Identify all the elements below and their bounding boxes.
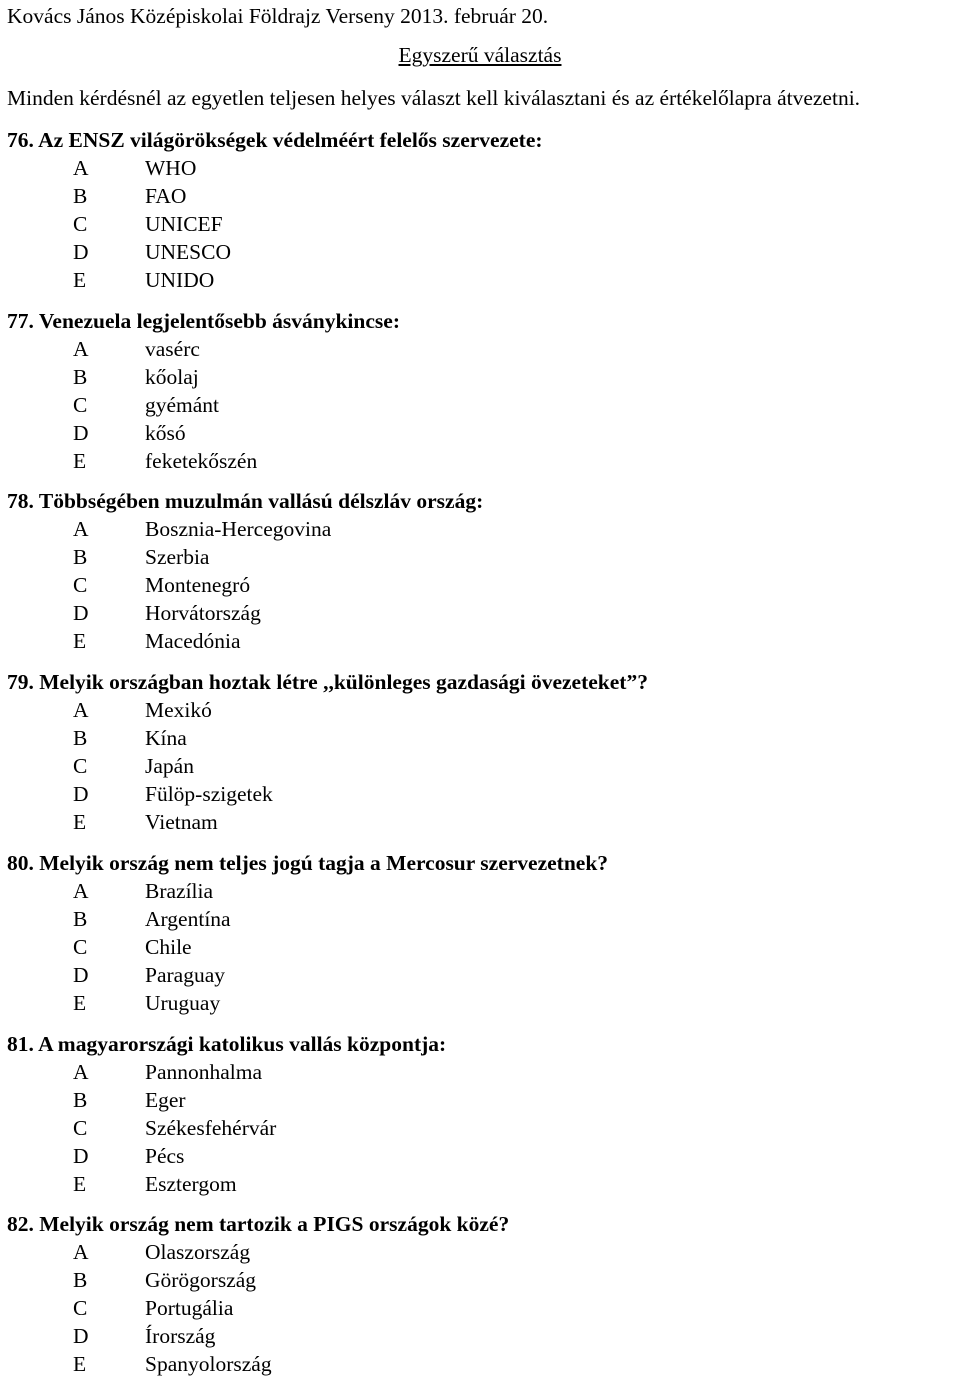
option-text: FAO — [145, 184, 187, 208]
option-c — [7, 210, 543, 238]
option-text: Chile — [145, 935, 192, 959]
option-text: Írország — [145, 1324, 216, 1348]
option-b — [7, 724, 648, 752]
option-letter: C — [73, 393, 88, 417]
option-letter: E — [73, 449, 87, 473]
question-76 — [7, 126, 543, 294]
option-b — [7, 1086, 446, 1114]
option-letter: D — [73, 240, 89, 264]
option-letter: B — [73, 1268, 88, 1292]
option-text: Portugália — [145, 1296, 234, 1320]
option-letter: E — [73, 1172, 87, 1196]
option-letter: C — [73, 573, 88, 597]
option-letter: D — [73, 1324, 89, 1348]
option-text: Montenegró — [145, 573, 251, 597]
option-text: Vietnam — [145, 810, 218, 834]
option-letter: E — [73, 810, 87, 834]
option-e — [7, 808, 648, 836]
section-title — [0, 41, 960, 69]
option-d — [7, 961, 608, 989]
option-text: Fülöp-szigetek — [145, 782, 273, 806]
option-text: kősó — [145, 421, 186, 445]
option-text: WHO — [145, 156, 197, 180]
option-d — [7, 780, 648, 808]
option-d — [7, 238, 543, 266]
option-letter: A — [73, 337, 89, 361]
option-e — [7, 447, 400, 475]
option-text: Pécs — [145, 1144, 185, 1168]
option-text: Uruguay — [145, 991, 221, 1015]
option-text: Olaszország — [145, 1240, 251, 1264]
option-e — [7, 266, 543, 294]
option-text: Székesfehérvár — [145, 1116, 277, 1140]
option-text: Eger — [145, 1088, 186, 1112]
option-a — [7, 696, 648, 724]
option-a — [7, 154, 543, 182]
option-d — [7, 1322, 509, 1350]
option-text: Macedónia — [145, 629, 241, 653]
option-e — [7, 1170, 446, 1198]
option-letter: C — [73, 1296, 88, 1320]
option-c — [7, 1114, 446, 1142]
option-letter: E — [73, 268, 87, 292]
option-a — [7, 335, 400, 363]
option-letter: C — [73, 212, 88, 236]
option-letter: A — [73, 698, 89, 722]
option-text: Brazília — [145, 879, 214, 903]
option-letter: D — [73, 782, 89, 806]
option-b — [7, 543, 483, 571]
option-c — [7, 571, 483, 599]
option-a — [7, 1058, 446, 1086]
option-letter: B — [73, 365, 88, 389]
option-text: Mexikó — [145, 698, 212, 722]
option-e — [7, 627, 483, 655]
option-d — [7, 1142, 446, 1170]
option-letter: D — [73, 1144, 89, 1168]
option-text: Horvátország — [145, 601, 261, 625]
option-letter: A — [73, 156, 89, 180]
option-text: Bosznia-Hercegovina — [145, 517, 332, 541]
option-text: Argentína — [145, 907, 231, 931]
option-c — [7, 1294, 509, 1322]
option-text: Spanyolország — [145, 1352, 272, 1376]
option-letter: C — [73, 754, 88, 778]
question-text: 81. A magyarországi katolikus vallás központja: — [7, 1032, 447, 1056]
option-text: vasérc — [145, 337, 200, 361]
question-text: 80. Melyik ország nem teljes jogú tagja a Mercosur szervezetnek? — [7, 851, 609, 875]
question-text: 77. Venezuela legjelentősebb ásványkincse: — [7, 309, 400, 333]
option-text: Japán — [145, 754, 194, 778]
option-letter: B — [73, 907, 88, 931]
option-a — [7, 515, 483, 543]
option-letter: D — [73, 963, 89, 987]
question-text: 76. Az ENSZ világörökségek védelméért felelős szervezete: — [7, 128, 543, 152]
option-e — [7, 1350, 509, 1378]
option-letter: B — [73, 184, 88, 208]
option-c — [7, 752, 648, 780]
question-78 — [7, 487, 483, 655]
option-d — [7, 599, 483, 627]
option-text: Kína — [145, 726, 187, 750]
option-letter: A — [73, 879, 89, 903]
option-letter: B — [73, 545, 88, 569]
question-text: 78. Többségében muzulmán vallású délszláv ország: — [7, 489, 484, 513]
question-79 — [7, 668, 648, 836]
option-letter: A — [73, 1240, 89, 1264]
question-text: 82. Melyik ország nem tartozik a PIGS országok közé? — [7, 1212, 510, 1236]
option-text: Görögország — [145, 1268, 257, 1292]
option-text: kőolaj — [145, 365, 199, 389]
option-a — [7, 1238, 509, 1266]
option-letter: B — [73, 1088, 88, 1112]
option-text: Esztergom — [145, 1172, 237, 1196]
document-header: Kovács János Középiskolai Földrajz Verseny 2013. február 20. — [7, 4, 549, 28]
option-b — [7, 182, 543, 210]
option-d — [7, 419, 400, 447]
option-c — [7, 933, 608, 961]
option-e — [7, 989, 608, 1017]
section-title-text: Egyszerű választás — [398, 43, 562, 67]
option-text: UNICEF — [145, 212, 223, 236]
option-text: gyémánt — [145, 393, 220, 417]
instruction-text: Minden kérdésnél az egyetlen teljesen helyes választ kell kiválasztani és az értékelőlapra átvezetni. — [7, 86, 861, 110]
question-77 — [7, 307, 400, 475]
option-letter: A — [73, 1060, 89, 1084]
option-letter: E — [73, 1352, 87, 1376]
option-letter: A — [73, 517, 89, 541]
option-c — [7, 391, 400, 419]
option-b — [7, 363, 400, 391]
question-81 — [7, 1030, 446, 1198]
option-text: feketekőszén — [145, 449, 258, 473]
option-letter: C — [73, 1116, 88, 1140]
option-text: UNESCO — [145, 240, 232, 264]
option-b — [7, 905, 608, 933]
question-text: 79. Melyik országban hoztak létre ,,különleges gazdasági övezeteket”? — [7, 670, 648, 694]
option-letter: D — [73, 421, 89, 445]
option-letter: C — [73, 935, 88, 959]
option-text: Pannonhalma — [145, 1060, 263, 1084]
option-letter: D — [73, 601, 89, 625]
option-text: Paraguay — [145, 963, 225, 987]
question-82 — [7, 1210, 509, 1378]
option-text: UNIDO — [145, 268, 215, 292]
question-80 — [7, 849, 608, 1017]
option-text: Szerbia — [145, 545, 210, 569]
option-b — [7, 1266, 509, 1294]
option-letter: E — [73, 629, 87, 653]
option-letter: E — [73, 991, 87, 1015]
option-letter: B — [73, 726, 88, 750]
option-a — [7, 877, 608, 905]
